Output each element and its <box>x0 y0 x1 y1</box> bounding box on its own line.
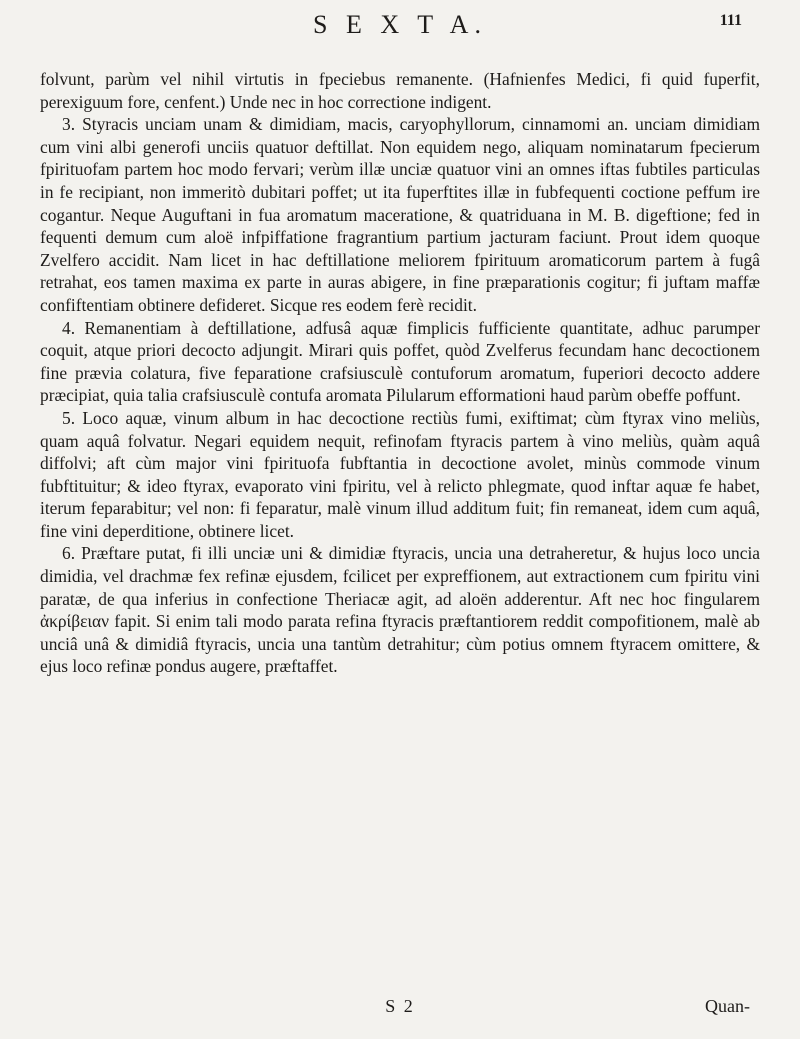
page-header <box>40 0 760 68</box>
paragraph-3: 3. Styracis unciam unam & dimidiam, macis, caryophyllorum, cinnamomi an. unciam dimidiam cum vini albi generofi unciis quatuor deftillat. Non equidem nego, aliquam nominatarum fpecierum fpirituofam partem hoc modo fervari; verùm illæ unciæ quatuor vini an omnes iftas fubtiles particulas in fe recipiant, non immeritò dubitari poffet; ut ita fuperftites illæ in fubfequenti coctione peffum ire cogantur. Neque Auguftani in fua aromatum maceratione, & quatriduana in M. B. digeftione; fed in fequenti demum cum aloë infpiffatione fragrantium partium jacturam faciunt. Prout idem quoque Zvelfero accidit. Nam licet in hac deftillatione meliorem fpirituum aromaticorum partem à fugâ retrahat, eos tamen maxima ex parte in auras abigere, in fine præparationis cogitur; fi juftam maffæ confiftentiam obtinere defideret. Sicque res eodem ferè recidit. <box>40 114 760 315</box>
paragraph-6: 6. Præftare putat, fi illi unciæ uni & dimidiæ ftyracis, uncia una detraheretur, & hujus loco uncia dimidia, vel drachmæ fex refinæ ejusdem, fcilicet per expreffionem, aut extractionem cum fpiritu vini paratæ, de qua inferius in confectione Theriacæ agit, ad aloën adderentur. Aft nec hoc fingularem ἀκρίβειαν fapit. Si enim tali modo parata refina ftyracis præftantiorem reddit compofitionem, malè ab unciâ unâ & dimidiâ ftyracis, uncia una tantùm detrahitur; cùm potius omnem ftyracem omittere, & ejus loco refinæ pondus augere, præftaffet. <box>40 543 760 677</box>
paragraph-4: 4. Remanentiam à deftillatione, adfusâ aquæ fimplicis fufficiente quantitate, adhuc parumper coquit, atque priori decocto adjungit. Mirari quis poffet, quòd Zvelferus fecundam hanc decoctionem fine prævia colatura, five feparatione crafsiusculè contuforum aromatum, fuperiori decocto addere præcipiat, quia talia crafsiusculè contufa aromata Pilularum efformationi haud parùm obeffe poffunt. <box>40 317 760 406</box>
page-number: 111 <box>719 12 742 29</box>
body-text <box>40 68 760 678</box>
page-footer <box>40 996 760 1026</box>
running-title: S E X T A. <box>313 10 487 39</box>
catchword: Quan- <box>705 996 750 1016</box>
paragraph-intro: folvunt, parùm vel nihil virtutis in fpeciebus remanente. (Hafnienfes Medici, fi quid fuperfit, perexiguum fore, cenfent.) Unde nec in hoc correctione indigent. <box>40 69 760 112</box>
paragraph-5: 5. Loco aquæ, vinum album in hac decoctione rectiùs fumi, exiftimat; cùm ftyrax vino meliùs, quam aquâ folvatur. Negari equidem nequit, refinofam ftyracis partem à vino meliùs, quàm aquâ diffolvi; aft cùm major vini fpirituofa fubftantia in decoctione avolet, minùs commode vinum fubftituitur; & ideo ftyrax, evaporato vini fpiritu, vel à relicto phlegmate, quod inftar aquæ fe habet, iterum feparabitur; vel non: fi feparatur, malè vinum illud additum fuit; fin remaneat, idem cum aquâ, fine vini deperditione, obtinere licet. <box>40 407 760 541</box>
signature-mark: S 2 <box>385 996 415 1016</box>
